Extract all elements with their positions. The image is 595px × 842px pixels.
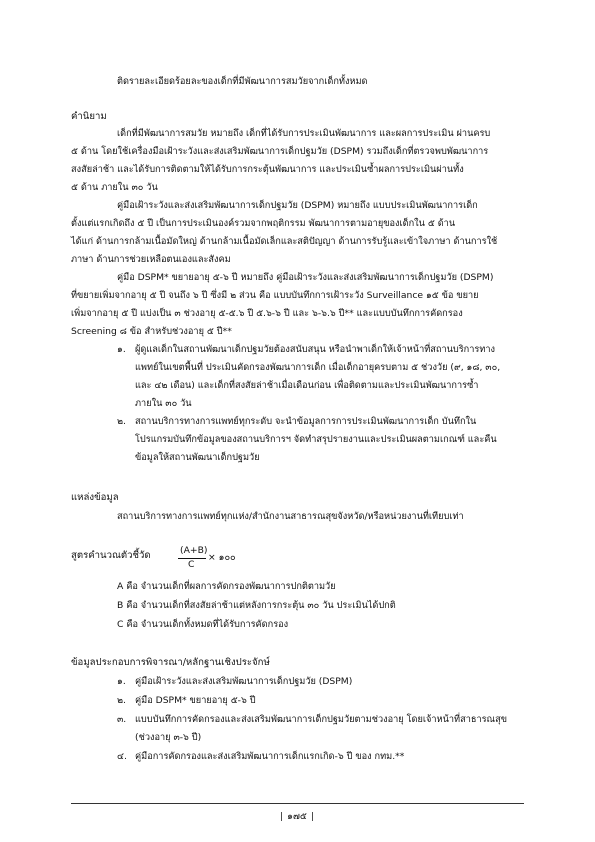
formula-numerator: (A+B) bbox=[180, 545, 208, 556]
page-number-bar-right: | bbox=[310, 811, 314, 822]
definition-item-2-number: ๒. bbox=[117, 416, 126, 427]
definition-p2-line-3: ได้แก่ ด้านการกล้ามเนื้อมัดใหญ่ ด้านกล้ามเนื้อมัดเล็กและสติปัญญา ด้านการรับรู้และเข้าใจภาษา ด้านการใช้ bbox=[71, 236, 498, 247]
evidence-item-3-line-1: แบบบันทึกการคัดกรองและส่งเสริมพัฒนาการเด็กปฐมวัยตามช่วงอายุ โดยเจ้าหน้าที่สาธารณสุข bbox=[135, 714, 507, 725]
definition-p1-line-4: ๕ ด้าน ภายใน ๓๐ วัน bbox=[71, 182, 158, 193]
footer-page-number bbox=[276, 810, 318, 823]
page-number-text: ๑๗๕ bbox=[287, 811, 307, 822]
formula-multiplier: × ๑๐๐ bbox=[208, 552, 236, 563]
footer-rule bbox=[71, 803, 524, 804]
intro-line: ติดรายละเอียดร้อยละของเด็กที่มีพัฒนาการสมวัยจากเด็กทั้งหมด bbox=[117, 76, 368, 87]
definition-p2-line-1: คู่มือเฝ้าระวังและส่งเสริมพัฒนาการเด็กปฐมวัย (DSPM) หมายถึง แบบประเมินพัฒนาการเด็ก bbox=[117, 200, 478, 211]
formula-var-b: B คือ จำนวนเด็กที่สงสัยล่าช้าแต่หลังการกระตุ้น ๓๐ วัน ประเมินได้ปกติ bbox=[117, 600, 396, 611]
sources-text: สถานบริการทางการแพทย์ทุกแห่ง/สำนักงานสาธารณสุขจังหวัด/หรือหน่วยงานที่เทียบเท่า bbox=[117, 511, 464, 522]
evidence-item-2-number: ๒. bbox=[117, 695, 126, 706]
evidence-item-4-number: ๔. bbox=[117, 751, 127, 762]
definition-p1-line-2: ๕ ด้าน โดยใช้เครื่องมือเฝ้าระวังและส่งเสริมพัฒนาการเด็กปฐมวัย (DSPM) รวมถึงเด็กที่ตรวจพบพัฒนาการ bbox=[71, 146, 489, 157]
definition-item-1-line-1: ผู้ดูแลเด็กในสถานพัฒนาเด็กปฐมวัยต้องสนับสนุน หรือนำพาเด็กให้เจ้าหน้าที่สถานบริการทาง bbox=[135, 344, 496, 355]
definition-item-1-line-3: และ ๔๒ เดือน) และเด็กที่สงสัยล่าช้าเมื่อเดือนก่อน เพื่อติดตามและประเมินพัฒนาการซ้ำ bbox=[135, 380, 479, 391]
evidence-item-4-line-1: คู่มือการคัดกรองและส่งเสริมพัฒนาการเด็กแรกเกิด-๖ ปี ของ กทม.** bbox=[135, 751, 405, 762]
definition-item-2-line-1: สถานบริการทางการแพทย์ทุกระดับ จะนำข้อมูลการการประเมินพัฒนาการเด็ก บันทึกใน bbox=[135, 416, 477, 427]
evidence-heading: ข้อมูลประกอบการพิจารณา/หลักฐานเชิงประจักษ์ bbox=[71, 657, 270, 668]
evidence-item-3-number: ๓. bbox=[117, 714, 127, 725]
evidence-item-1-number: ๑. bbox=[117, 676, 126, 687]
page-number-bar-left: | bbox=[280, 811, 284, 822]
evidence-item-2-line-1: คู่มือ DSPM* ขยายอายุ ๕-๖ ปี bbox=[135, 695, 256, 706]
formula-var-a: A คือ จำนวนเด็กที่ผลการคัดกรองพัฒนาการปกติตามวัย bbox=[117, 581, 336, 592]
definitions-heading: คำนิยาม bbox=[71, 111, 107, 122]
definition-p2-line-4: ภาษา ด้านการช่วยเหลือตนเองและสังคม bbox=[71, 254, 231, 265]
formula-denominator: C bbox=[188, 559, 195, 570]
definition-item-2-line-3: ข้อมูลให้สถานพัฒนาเด็กปฐมวัย bbox=[135, 452, 260, 463]
sources-heading: แหล่งข้อมูล bbox=[71, 492, 119, 503]
definition-p3-line-4: Screening ๘ ข้อ สำหรับช่วงอายุ ๕ ปี** bbox=[71, 326, 232, 337]
definition-item-1-line-4: ภายใน ๓๐ วัน bbox=[135, 398, 192, 409]
definition-p1-line-1: เด็กที่มีพัฒนาการสมวัย หมายถึง เด็กที่ได้รับการประเมินพัฒนาการ และผลการประเมิน ผ่านครบ bbox=[117, 128, 491, 139]
evidence-item-1-line-1: คู่มือเฝ้าระวังและส่งเสริมพัฒนาการเด็กปฐมวัย (DSPM) bbox=[135, 676, 353, 687]
definition-p3-line-3: เพิ่มจากอายุ ๕ ปี แบ่งเป็น ๓ ช่วงอายุ ๕-๕.๖ ปี ๕.๖-๖ ปี และ ๖-๖.๖ ปี** และแบบบันทึกการคัดกรอง bbox=[71, 308, 463, 319]
definition-item-1-line-2: แพทย์ในเขตพื้นที่ ประเมินคัดกรองพัฒนาการเด็ก เมื่อเด็กอายุครบตาม ๕ ช่วงวัย (๙, ๑๘, ๓๐, bbox=[135, 362, 501, 373]
definition-item-2-line-2: โปรแกรมบันทึกข้อมูลของสถานบริการฯ จัดทำสรุปรายงานและประเมินผลตามเกณฑ์ และคืน bbox=[135, 434, 497, 445]
definition-item-1-number: ๑. bbox=[117, 344, 126, 355]
formula-heading: สูตรคำนวณตัวชี้วัด bbox=[71, 550, 151, 561]
formula-var-c: C คือ จำนวนเด็กทั้งหมดที่ได้รับการคัดกรอง bbox=[117, 619, 289, 630]
evidence-item-3-line-2: (ช่วงอายุ ๓-๖ ปี) bbox=[135, 732, 202, 743]
definition-p3-line-2: ที่ขยายเพิ่มจากอายุ ๕ ปี จนถึง ๖ ปี ซึ่งมี ๒ ส่วน คือ แบบบันทึกการเฝ้าระวัง Surveillance ๑๕ ข้อ ขยาย bbox=[71, 290, 479, 301]
definition-p1-line-3: สงสัยล่าช้า และได้รับการติดตามให้ได้รับการกระตุ้นพัฒนาการ และประเมินซ้ำผลการประเมินผ่านทั้ง bbox=[71, 164, 464, 175]
definition-p2-line-2: ตั้งแต่แรกเกิดถึง ๕ ปี เป็นการประเมินองค์รวมจากพฤติกรรม พัฒนาการตามอายุของเด็กใน ๕ ด้าน bbox=[71, 218, 456, 229]
definition-p3-line-1: คู่มือ DSPM* ขยายอายุ ๕-๖ ปี หมายถึง คู่มือเฝ้าระวังและส่งเสริมพัฒนาการเด็กปฐมวัย (DSPM) bbox=[117, 272, 494, 283]
